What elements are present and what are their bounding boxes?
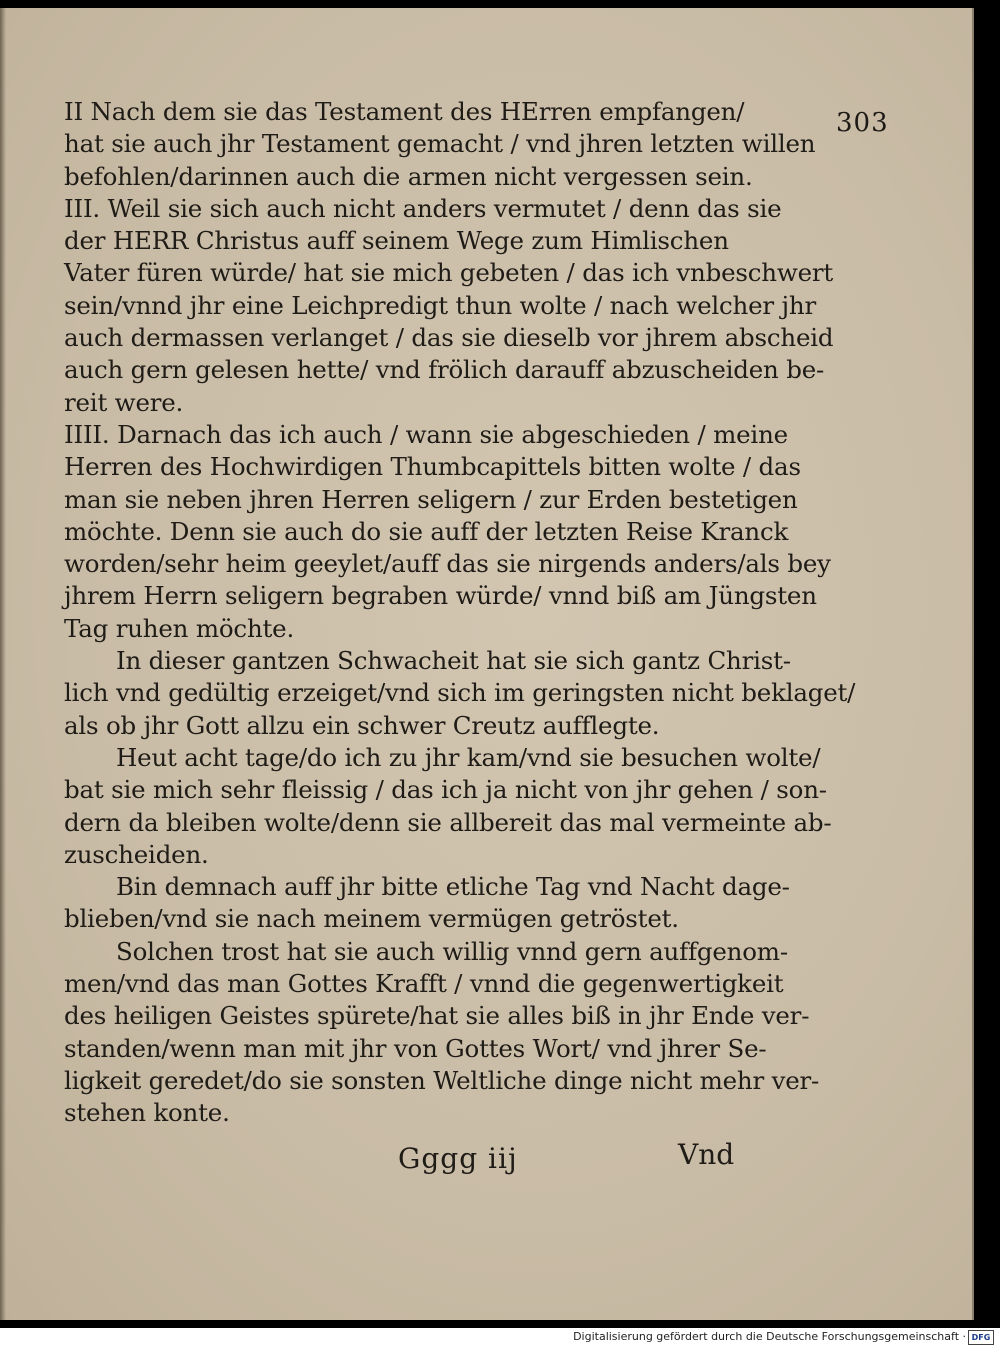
text-line: möchte. Denn sie auch do sie auff der letzten Reise Kranck [64, 516, 789, 546]
text-line: Solchen trost hat sie auch willig vnnd gern auffgenom- [116, 936, 788, 966]
text-line: als ob jhr Gott allzu ein schwer Creutz aufflegte. [64, 710, 660, 740]
text-line: III. Weil sie sich auch nicht anders vermutet / denn das sie [64, 193, 782, 223]
signature-mark: Gggg iij [398, 1142, 518, 1175]
text-line: Herren des Hochwirdigen Thumbcapittels bitten wolte / das [64, 452, 801, 482]
text-line: men/vnd das man Gottes Krafft / vnnd die gegenwertigkeit [64, 969, 784, 999]
text-line: man sie neben jhren Herren seligern / zur Erden bestetigen [64, 484, 798, 514]
text-line: standen/wenn man mit jhr von Gottes Wort/ vnd jhrer Se- [64, 1033, 767, 1063]
digitization-credit: Digitalisierung gefördert durch die Deutsche Forschungsgemeinschaft · [573, 1330, 966, 1343]
text-line: IIII. Darnach das ich auch / wann sie abgeschieden / meine [64, 419, 788, 449]
text-line: auch gern gelesen hette/ vnd frölich darauff abzuscheiden be- [64, 355, 825, 385]
book-page [0, 8, 974, 1320]
text-line: ligkeit geredet/do sie sonsten Weltliche dinge nicht mehr ver- [64, 1065, 820, 1095]
text-line: lich vnd gedültig erzeiget/vnd sich im geringsten nicht beklaget/ [64, 678, 856, 708]
dfg-logo: DFG [968, 1330, 994, 1345]
text-line: sein/vnnd jhr eine Leichpredigt thun wolte / nach welcher jhr [64, 290, 816, 320]
text-line: des heiligen Geistes spürete/hat sie alles biß in jhr Ende ver- [64, 1001, 810, 1031]
text-line: bat sie mich sehr fleissig / das ich ja nicht von jhr gehen / son- [64, 775, 827, 805]
page-number: 303 [836, 108, 889, 138]
page-body-text [64, 96, 856, 1130]
text-line: jhrem Herrn seligern begraben würde/ vnnd biß am Jüngsten [64, 581, 817, 611]
text-line: In dieser gantzen Schwacheit hat sie sich gantz Christ- [116, 646, 791, 676]
text-line: auch dermassen verlanget / das sie dieselb vor jhrem abscheid [64, 323, 834, 353]
text-line: Tag ruhen möchte. [64, 613, 295, 643]
text-line: zuscheiden. [64, 839, 209, 869]
page-gutter-shadow [0, 8, 6, 1320]
text-line: Heut acht tage/do ich zu jhr kam/vnd sie besuchen wolte/ [116, 742, 821, 772]
text-line: der HERR Christus auff seinem Wege zum Himlischen [64, 226, 729, 256]
text-line: blieben/vnd sie nach meinem vermügen getröstet. [64, 904, 679, 934]
text-line: dern da bleiben wolte/denn sie allbereit das mal vermeinte ab- [64, 807, 832, 837]
text-line: hat sie auch jhr Testament gemacht / vnd jhren letzten willen [64, 129, 816, 159]
text-line: Vater füren würde/ hat sie mich gebeten / das ich vnbeschwert [64, 258, 834, 288]
text-line: worden/sehr heim geeylet/auff das sie nirgends anders/als bey [64, 549, 831, 579]
text-line: Bin demnach auff jhr bitte etliche Tag vnd Nacht dage- [116, 872, 790, 902]
text-line: befohlen/darinnen auch die armen nicht vergessen sein. [64, 161, 753, 191]
catchword: Vnd [678, 1138, 735, 1171]
text-line: reit were. [64, 387, 184, 417]
text-line: stehen konte. [64, 1098, 230, 1128]
text-line: II Nach dem sie das Testament des HErren empfangen/ [64, 97, 745, 126]
